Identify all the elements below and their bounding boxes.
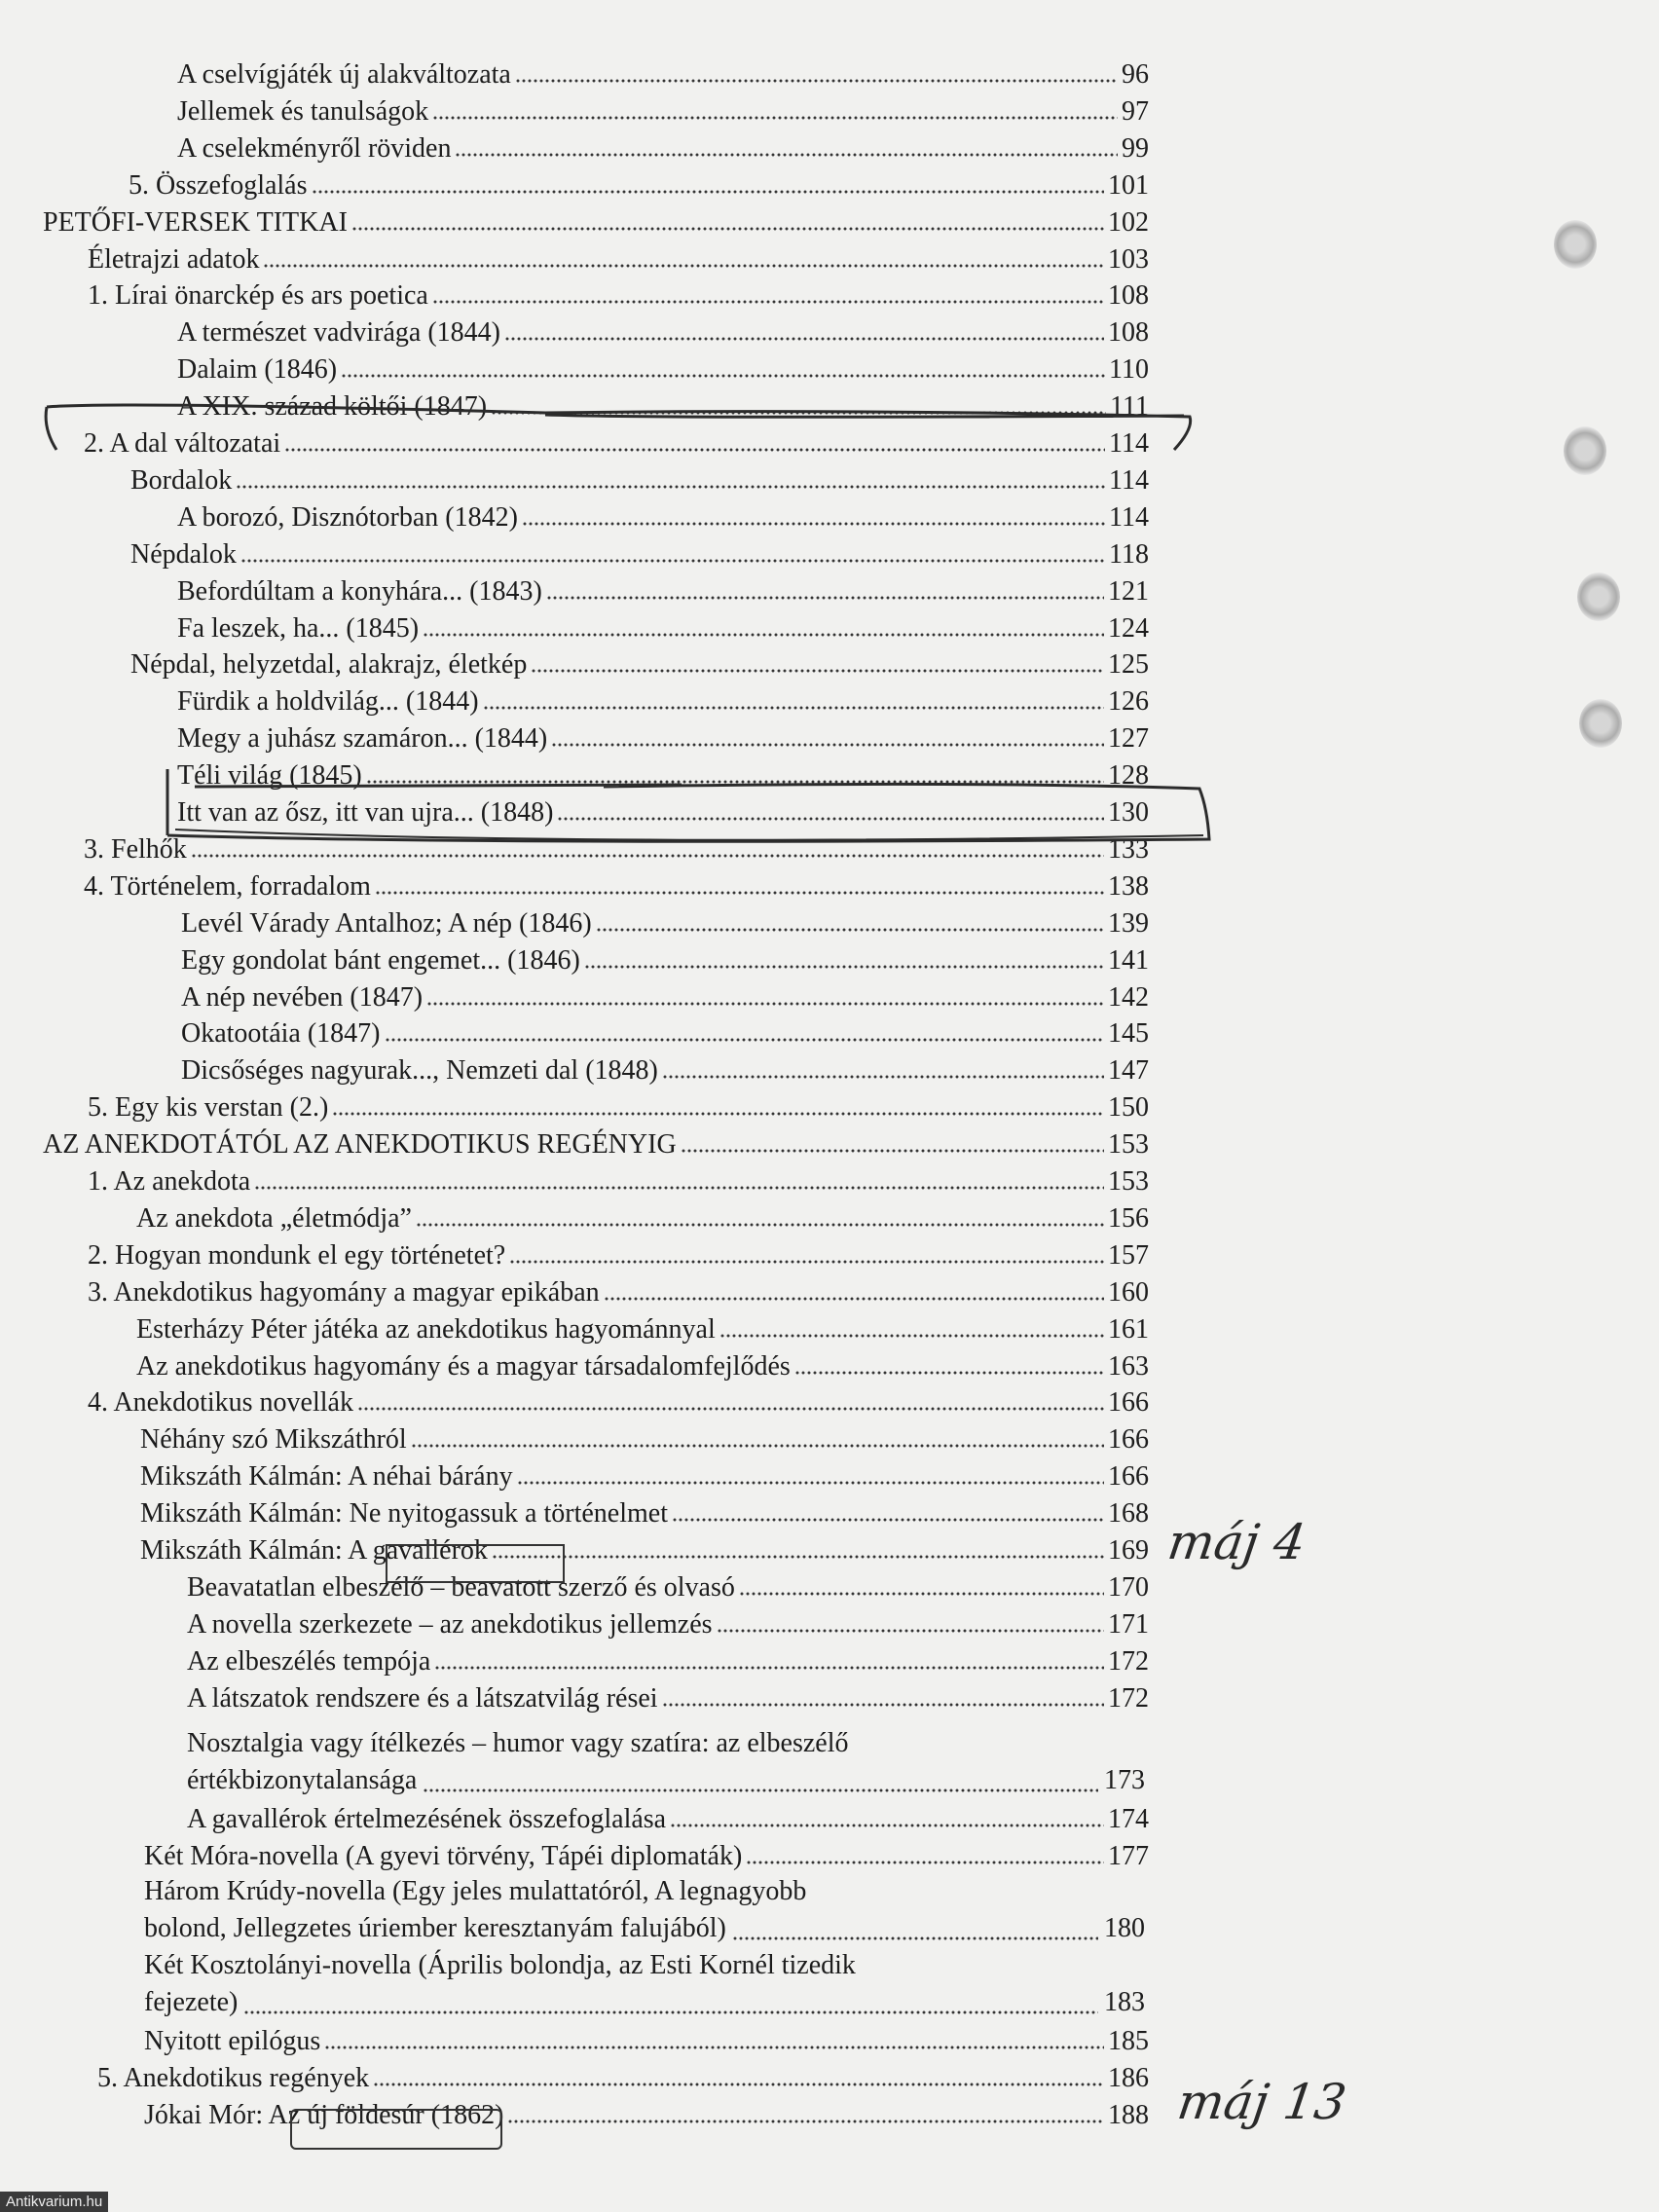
toc-entry	[177, 720, 1149, 756]
toc-entry-title: Nyitott epilógus	[144, 2026, 321, 2056]
toc-entry-line2: értékbizonytalansága	[187, 1765, 418, 1795]
toc-entry	[84, 831, 1149, 866]
toc-entry-page: 186	[1108, 2063, 1149, 2093]
toc-entry-page: 170	[1108, 1572, 1149, 1603]
toc-entry	[130, 462, 1149, 498]
toc-entry-page: 114	[1109, 465, 1149, 496]
dot-leader	[416, 1222, 1104, 1228]
toc-entry-page: 183	[1104, 1987, 1145, 2017]
toc-entry-page: 147	[1108, 1055, 1149, 1086]
toc-entry-page: 160	[1108, 1277, 1149, 1308]
dot-leader	[681, 1148, 1104, 1154]
toc-entry	[177, 388, 1149, 424]
toc-entry-page: 108	[1108, 317, 1149, 348]
toc-entry-title: 5. Anekdotikus regények	[97, 2063, 370, 2093]
toc-entry	[43, 204, 1149, 240]
dot-leader	[604, 1296, 1104, 1302]
dot-leader	[522, 521, 1105, 527]
toc-entry-page: 130	[1108, 797, 1149, 828]
handwritten-note-1: máj 4	[1163, 1514, 1309, 1570]
toc-entry-title: Mikszáth Kálmán: Ne nyitogassuk a történelmet	[140, 1498, 668, 1529]
dot-leader	[483, 705, 1104, 711]
dot-leader	[531, 668, 1104, 674]
toc-entry-title: 1. Lírai önarckép és ars poetica	[88, 280, 428, 311]
dot-leader	[732, 1936, 1098, 1941]
toc-entry	[177, 573, 1149, 608]
dot-leader	[794, 1370, 1104, 1376]
toc-entry	[136, 1348, 1149, 1383]
dot-leader	[423, 632, 1104, 638]
dot-leader	[432, 115, 1118, 121]
toc-entry-title: Népdalok	[130, 539, 237, 570]
dot-leader	[546, 595, 1104, 601]
handwritten-box-uj-foldesur	[290, 2109, 502, 2150]
toc-entry-title: 4. Történelem, forradalom	[84, 871, 371, 902]
toc-entry-title: AZ ANEKDOTÁTÓL AZ ANEKDOTIKUS REGÉNYIG	[43, 1129, 677, 1160]
dot-leader	[491, 410, 1106, 416]
toc-entry-title: A természet vadvirága (1844)	[177, 317, 500, 348]
toc-entry-title: 3. Felhők	[84, 834, 187, 865]
dot-leader	[739, 1591, 1104, 1597]
toc-entry	[97, 2060, 1149, 2095]
toc-entry-page: 185	[1108, 2026, 1149, 2056]
toc-entry-page: 108	[1108, 280, 1149, 311]
dot-leader	[324, 2045, 1104, 2050]
dot-leader	[492, 1554, 1104, 1560]
toc-entry	[88, 1237, 1149, 1272]
dot-leader	[236, 484, 1105, 490]
toc-entry	[187, 1606, 1149, 1641]
toc-entry-title: 4. Anekdotikus novellák	[88, 1387, 353, 1418]
toc-entry-page: 141	[1108, 945, 1149, 976]
toc-entry-title: A gavallérok értelmezésének összefoglalása	[187, 1804, 667, 1834]
punch-hole	[1579, 699, 1622, 748]
toc-entry	[187, 1643, 1149, 1678]
toc-entry-page: 172	[1108, 1683, 1149, 1714]
watermark: Antikvarium.hu	[0, 2192, 108, 2212]
toc-entry	[130, 646, 1149, 682]
toc-entry	[88, 277, 1149, 313]
toc-entry-title: A XIX. század költői (1847)	[177, 391, 488, 422]
toc-entry-page: 114	[1109, 502, 1149, 533]
toc-entry-title: Befordúltam a konyhára... (1843)	[177, 576, 542, 607]
toc-entry-page: 103	[1108, 244, 1149, 275]
dot-leader	[411, 1443, 1104, 1449]
toc-entry	[187, 1569, 1149, 1604]
dot-leader	[434, 1665, 1104, 1671]
dot-leader	[672, 1517, 1104, 1523]
toc-entry	[187, 1680, 1149, 1715]
toc-entry	[177, 351, 1149, 387]
toc-entry-title: Mikszáth Kálmán: A gavallérok	[140, 1535, 488, 1566]
dot-leader	[596, 927, 1104, 933]
toc-entry-title: Mikszáth Kálmán: A néhai bárány	[140, 1461, 513, 1492]
toc-entry-page: 153	[1108, 1166, 1149, 1197]
toc-entry	[129, 167, 1149, 203]
toc-entry-title: Népdal, helyzetdal, alakrajz, életkép	[130, 649, 528, 680]
toc-entry	[43, 1126, 1149, 1161]
dot-leader	[662, 1702, 1104, 1708]
dot-leader	[507, 2119, 1104, 2124]
toc-entry-page: 156	[1108, 1203, 1149, 1234]
toc-entry-page: 138	[1108, 871, 1149, 902]
toc-entry	[177, 93, 1149, 129]
toc-entry	[140, 1532, 1149, 1567]
toc-entry	[136, 1311, 1149, 1346]
dot-leader	[284, 447, 1105, 453]
dot-leader	[426, 1001, 1104, 1007]
toc-entry	[177, 794, 1149, 830]
toc-entry-page: 110	[1109, 354, 1149, 385]
toc-entry-page: 127	[1108, 723, 1149, 754]
toc-entry-page: 174	[1108, 1804, 1149, 1834]
toc-entry-title: Az anekdotikus hagyomány és a magyar társadalomfejlődés	[136, 1351, 791, 1382]
toc-entry	[187, 1801, 1149, 1836]
toc-entry-line1: Nosztalgia vagy ítélkezés – humor vagy szatíra: az elbeszélő	[187, 1728, 849, 1758]
toc-entry-page: 168	[1108, 1498, 1149, 1529]
toc-entry	[88, 241, 1149, 276]
toc-entry	[177, 314, 1149, 350]
toc-entry	[144, 1838, 1149, 1873]
toc-entry-page: 173	[1104, 1765, 1145, 1795]
toc-entry	[88, 1274, 1149, 1309]
punch-hole	[1554, 220, 1597, 269]
toc-entry-title: Bordalok	[130, 465, 233, 496]
toc-entry	[88, 1163, 1149, 1198]
toc-entry-title: Életrajzi adatok	[88, 244, 260, 275]
dot-leader	[584, 964, 1104, 970]
toc-entry-page: 153	[1108, 1129, 1149, 1160]
toc-entry-page: 180	[1104, 1913, 1145, 1943]
toc-entry	[130, 536, 1149, 571]
toc-entry-page: 125	[1108, 649, 1149, 680]
toc-entry-page: 114	[1109, 428, 1149, 459]
toc-entry-page: 97	[1122, 96, 1149, 127]
dot-leader	[254, 1185, 1104, 1191]
toc-entry-page: 96	[1122, 59, 1149, 90]
toc-entry-page: 166	[1108, 1424, 1149, 1455]
toc-entry-title: Fürdik a holdvilág... (1844)	[177, 686, 479, 717]
toc-entry-page: 177	[1108, 1841, 1149, 1871]
dot-leader	[509, 1259, 1104, 1265]
dot-leader	[341, 373, 1105, 379]
toc-entry-title: 3. Anekdotikus hagyomány a magyar epikában	[88, 1277, 600, 1308]
toc-entry-title: Az anekdota „életmódja”	[136, 1203, 412, 1234]
toc-entry	[140, 1458, 1149, 1493]
toc-entry-page: 169	[1108, 1535, 1149, 1566]
toc-entry-title: Egy gondolat bánt engemet... (1846)	[181, 945, 580, 976]
toc-entry-title: Dalaim (1846)	[177, 354, 338, 385]
toc-entry-title: Beavatatlan elbeszélő – beavatott szerző és olvasó	[187, 1572, 735, 1603]
toc-entry-page: 139	[1108, 908, 1149, 939]
toc-entry-title: 1. Az anekdota	[88, 1166, 251, 1197]
toc-entry-page: 166	[1108, 1461, 1149, 1492]
toc-entry	[144, 2023, 1149, 2058]
toc-entry-title: A cselekményről röviden	[177, 133, 452, 164]
toc-entry	[177, 610, 1149, 645]
handwritten-note-2: máj 13	[1173, 2074, 1350, 2130]
toc-entry-title: PETŐFI-VERSEK TITKAI	[43, 207, 348, 238]
dot-leader	[557, 816, 1104, 822]
toc-entry	[136, 1200, 1149, 1235]
toc-entry-page: 99	[1122, 133, 1149, 164]
dot-leader	[351, 226, 1104, 232]
toc-entry-title: Két Móra-novella (A gyevi törvény, Tápéi diplomaták)	[144, 1841, 743, 1871]
toc-entry	[181, 942, 1149, 977]
toc-entry	[88, 1089, 1149, 1124]
dot-leader	[191, 853, 1104, 859]
toc-entry-line2: bolond, Jellegzetes úriember keresztanyám falujából)	[144, 1913, 726, 1943]
toc-entry-title: A cselvígjáték új alakváltozata	[177, 59, 511, 90]
dot-leader	[719, 1333, 1104, 1339]
toc-entry-title: Téli világ (1845)	[177, 760, 362, 791]
toc-entry-page: 172	[1108, 1646, 1149, 1677]
toc-entry-title: Okatootáia (1847)	[181, 1018, 381, 1049]
dot-leader	[263, 263, 1104, 269]
toc-entry	[84, 425, 1149, 461]
dot-leader	[243, 2009, 1098, 2015]
toc-entry-page: 102	[1108, 207, 1149, 238]
toc-entry-page: 121	[1108, 576, 1149, 607]
toc-entry	[140, 1495, 1149, 1530]
dot-leader	[551, 742, 1104, 748]
toc-entry-title: Fa leszek, ha... (1845)	[177, 613, 420, 644]
toc-entry-page: 145	[1108, 1018, 1149, 1049]
punch-hole	[1564, 426, 1606, 475]
toc-entry-page: 188	[1108, 2100, 1149, 2130]
dot-leader	[662, 1074, 1104, 1080]
toc-entry-page: 150	[1108, 1092, 1149, 1123]
dot-leader	[423, 1788, 1098, 1793]
toc-entry-page: 161	[1108, 1314, 1149, 1345]
toc-entry-line1: Három Krúdy-novella (Egy jeles mulattatóról, A legnagyobb	[144, 1876, 807, 1906]
toc-entry	[88, 1384, 1149, 1419]
toc-entry-title: A nép nevében (1847)	[181, 982, 424, 1013]
toc-entry-line2: fejezete)	[144, 1987, 239, 2017]
toc-entry-title: 2. A dal változatai	[84, 428, 281, 459]
toc-entry-title: A borozó, Disznótorban (1842)	[177, 502, 518, 533]
dot-leader	[373, 2082, 1104, 2087]
toc-entry-title: 5. Összefoglalás	[129, 170, 308, 201]
toc-entry	[181, 979, 1149, 1014]
handwritten-box-gavallerok	[386, 1544, 565, 1583]
toc-entry	[177, 499, 1149, 535]
dot-leader	[375, 890, 1104, 896]
toc-entry-page: 133	[1108, 834, 1149, 865]
toc-entry-page: 118	[1109, 539, 1149, 570]
dot-leader	[312, 189, 1104, 195]
toc-entry-title: Megy a juhász szamáron... (1844)	[177, 723, 548, 754]
dot-leader	[517, 1480, 1104, 1486]
toc-entry-page: 124	[1108, 613, 1149, 644]
toc-entry	[181, 1052, 1149, 1088]
toc-entry-title: Az elbeszélés tempója	[187, 1646, 431, 1677]
dot-leader	[504, 336, 1104, 342]
toc-entry-title: Levél Várady Antalhoz; A nép (1846)	[181, 908, 592, 939]
dot-leader	[357, 1406, 1104, 1412]
dot-leader	[746, 1860, 1104, 1865]
toc-entry	[84, 868, 1149, 903]
toc-entry	[140, 1421, 1149, 1456]
dot-leader	[366, 779, 1104, 785]
toc-entry-page: 166	[1108, 1387, 1149, 1418]
toc-entry	[181, 1015, 1149, 1051]
toc-entry-page: 128	[1108, 760, 1149, 791]
toc-entry-page: 157	[1108, 1240, 1149, 1271]
dot-leader	[670, 1823, 1104, 1828]
toc-entry-title: Néhány szó Mikszáthról	[140, 1424, 407, 1455]
toc-entry-page: 101	[1108, 170, 1149, 201]
toc-entry	[177, 56, 1149, 92]
dot-leader	[515, 78, 1118, 84]
toc-entry-title: Esterházy Péter játéka az anekdotikus hagyománnyal	[136, 1314, 716, 1345]
toc-entry-title: 5. Egy kis verstan (2.)	[88, 1092, 329, 1123]
dot-leader	[332, 1111, 1104, 1117]
toc-entry-line1: Két Kosztolányi-novella (Április bolondja, az Esti Kornél tizedik	[144, 1950, 856, 1980]
dot-leader	[432, 299, 1104, 305]
toc-entry	[177, 683, 1149, 719]
toc-entry-page: 163	[1108, 1351, 1149, 1382]
toc-entry	[177, 130, 1149, 166]
toc-entry	[177, 757, 1149, 793]
dot-leader	[717, 1628, 1104, 1634]
punch-hole	[1577, 572, 1620, 621]
toc-entry-page: 171	[1108, 1609, 1149, 1640]
toc-entry-title: A novella szerkezete – az anekdotikus jellemzés	[187, 1609, 713, 1640]
dot-leader	[385, 1037, 1105, 1043]
dot-leader	[240, 558, 1105, 564]
toc-entry-page: 111	[1110, 391, 1149, 422]
toc-entry-title: Jellemek és tanulságok	[177, 96, 429, 127]
dot-leader	[455, 152, 1118, 158]
toc-entry-page: 142	[1108, 982, 1149, 1013]
toc-entry-page: 126	[1108, 686, 1149, 717]
toc-entry-title: Itt van az ősz, itt van ujra... (1848)	[177, 797, 554, 828]
toc-entry-title: A látszatok rendszere és a látszatvilág rései	[187, 1683, 658, 1714]
toc-entry	[181, 905, 1149, 940]
toc-entry-title: Dicsőséges nagyurak..., Nemzeti dal (1848)	[181, 1055, 658, 1086]
toc-entry-title: Jókai Mór: Az új földesúr (1862)	[144, 2100, 504, 2130]
toc-entry-title: 2. Hogyan mondunk el egy történetet?	[88, 1240, 506, 1271]
